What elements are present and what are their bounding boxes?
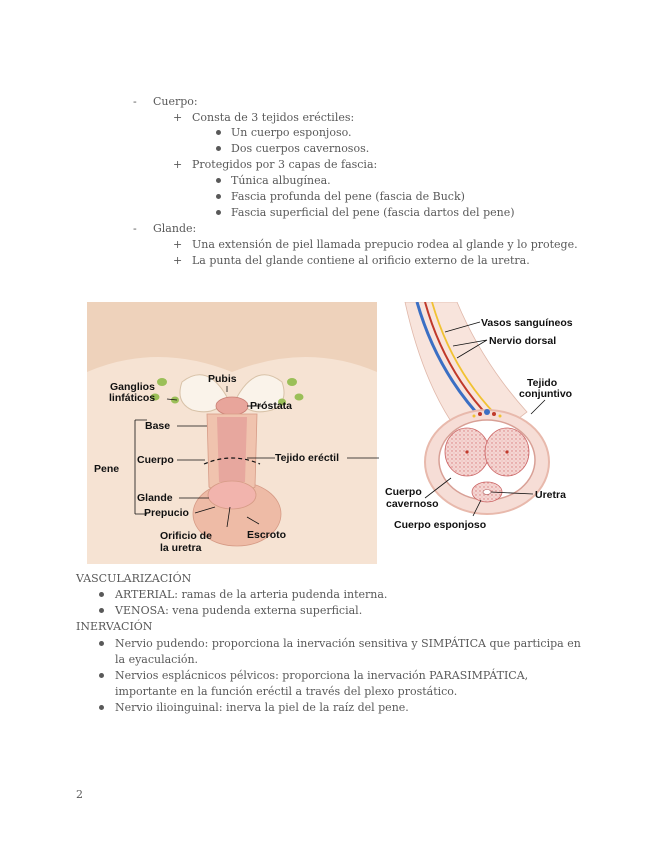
outline-fascia-superficial: Fascia superficial del pene (fascia dartos del pene) <box>231 206 515 219</box>
dorsal-artery <box>492 412 496 416</box>
dash-marker: - <box>133 95 137 108</box>
label-cuerpo-esponjoso: Cuerpo esponjoso <box>394 519 487 531</box>
outline-fascia-profunda: Fascia profunda del pene (fascia de Buck) <box>231 190 465 203</box>
bullet <box>216 146 221 151</box>
label-prostata: Próstata <box>250 400 293 412</box>
bullet <box>99 641 104 646</box>
outline-punta: La punta del glande contiene al orificio externo de la uretra. <box>192 254 530 267</box>
outline-prepucio: Una extensión de piel llamada prepucio rodea al glande y lo protege. <box>192 238 578 251</box>
esplacnicos-item-line1: Nervios esplácnicos pélvicos: proporciona la inervación PARASIMPÁTICA, <box>115 669 529 682</box>
outline-glande: Glande: <box>153 222 197 235</box>
bullet <box>216 178 221 183</box>
label-glande: Glande <box>137 492 173 504</box>
arterial-item: ARTERIAL: ramas de la arteria pudenda interna. <box>115 588 388 601</box>
plus-marker: + <box>173 238 183 251</box>
bullet <box>99 608 104 613</box>
bullet <box>216 194 221 199</box>
outline-tunica: Túnica albugínea. <box>231 174 331 187</box>
dorsal-artery <box>478 412 482 416</box>
lymph-node <box>295 394 304 401</box>
plus-marker: + <box>173 254 183 267</box>
ilioinguinal-item: Nervio ilioinguinal: inerva la piel de la raíz del pene. <box>115 701 409 714</box>
outline-protegidos: Protegidos por 3 capas de fascia: <box>192 158 378 171</box>
label-cavernoso: cavernoso <box>386 498 439 510</box>
label-escroto: Escroto <box>247 529 287 541</box>
dorsal-vein <box>484 409 490 415</box>
label-pene: Pene <box>94 463 120 475</box>
label-tejido: Tejido <box>527 377 558 389</box>
bullet <box>99 705 104 710</box>
label-prepucio: Prepucio <box>144 507 189 519</box>
bullet <box>99 592 104 597</box>
dorsal-nerve-section <box>499 415 502 418</box>
esplacnicos-item-line2: importante en la función eréctil a través del plexo prostático. <box>115 685 458 698</box>
plus-marker: + <box>173 111 183 124</box>
inervacion-heading: INERVACIÓN <box>76 620 153 633</box>
label-uretra: Uretra <box>535 489 566 501</box>
page-number: 2 <box>76 788 83 801</box>
label-base: Base <box>145 420 171 432</box>
dorsal-nerve-section <box>473 415 476 418</box>
label-cuerpo-cav: Cuerpo <box>385 486 422 498</box>
bullet <box>216 210 221 215</box>
label-ganglios: Ganglios <box>110 381 155 393</box>
label-pubis: Pubis <box>208 373 237 385</box>
label-nervio-dorsal: Nervio dorsal <box>489 335 557 347</box>
urethra <box>483 490 491 495</box>
bullet <box>99 673 104 678</box>
plus-marker: + <box>173 158 183 171</box>
label-tejido-erectil: Tejido eréctil <box>275 452 339 464</box>
label-vasos-sanguineos: Vasos sanguíneos <box>481 317 573 329</box>
dash-marker: - <box>133 222 137 235</box>
label-linfaticos: linfáticos <box>109 392 156 404</box>
outline-esponjoso: Un cuerpo esponjoso. <box>231 126 352 139</box>
outline-cuerpo: Cuerpo: <box>153 95 198 108</box>
label-cuerpo: Cuerpo <box>137 454 174 466</box>
outline-consta: Consta de 3 tejidos eréctiles: <box>192 111 355 124</box>
pudendo-item-line1: Nervio pudendo: proporciona la inervación sensitiva y SIMPÁTICA que participa en <box>115 637 581 650</box>
label-orificio: Orificio de <box>160 530 212 542</box>
cavernous-artery <box>505 450 508 453</box>
lymph-node <box>157 378 167 386</box>
erectile-tissue <box>217 417 247 482</box>
lymph-node <box>287 378 297 386</box>
bullet <box>216 130 221 135</box>
pudendo-item-line2: la eyaculación. <box>115 653 199 666</box>
glans <box>208 481 256 509</box>
venosa-item: VENOSA: vena pudenda externa superficial. <box>115 604 363 617</box>
vascularizacion-heading: VASCULARIZACIÓN <box>76 572 192 585</box>
prostate <box>216 397 248 415</box>
penis-anatomy-illustration <box>87 302 578 564</box>
label-la-uretra: la uretra <box>160 542 202 554</box>
label-conjuntivo: conjuntivo <box>519 388 573 400</box>
outline-cavernosos: Dos cuerpos cavernosos. <box>231 142 370 155</box>
cavernous-artery <box>465 450 468 453</box>
